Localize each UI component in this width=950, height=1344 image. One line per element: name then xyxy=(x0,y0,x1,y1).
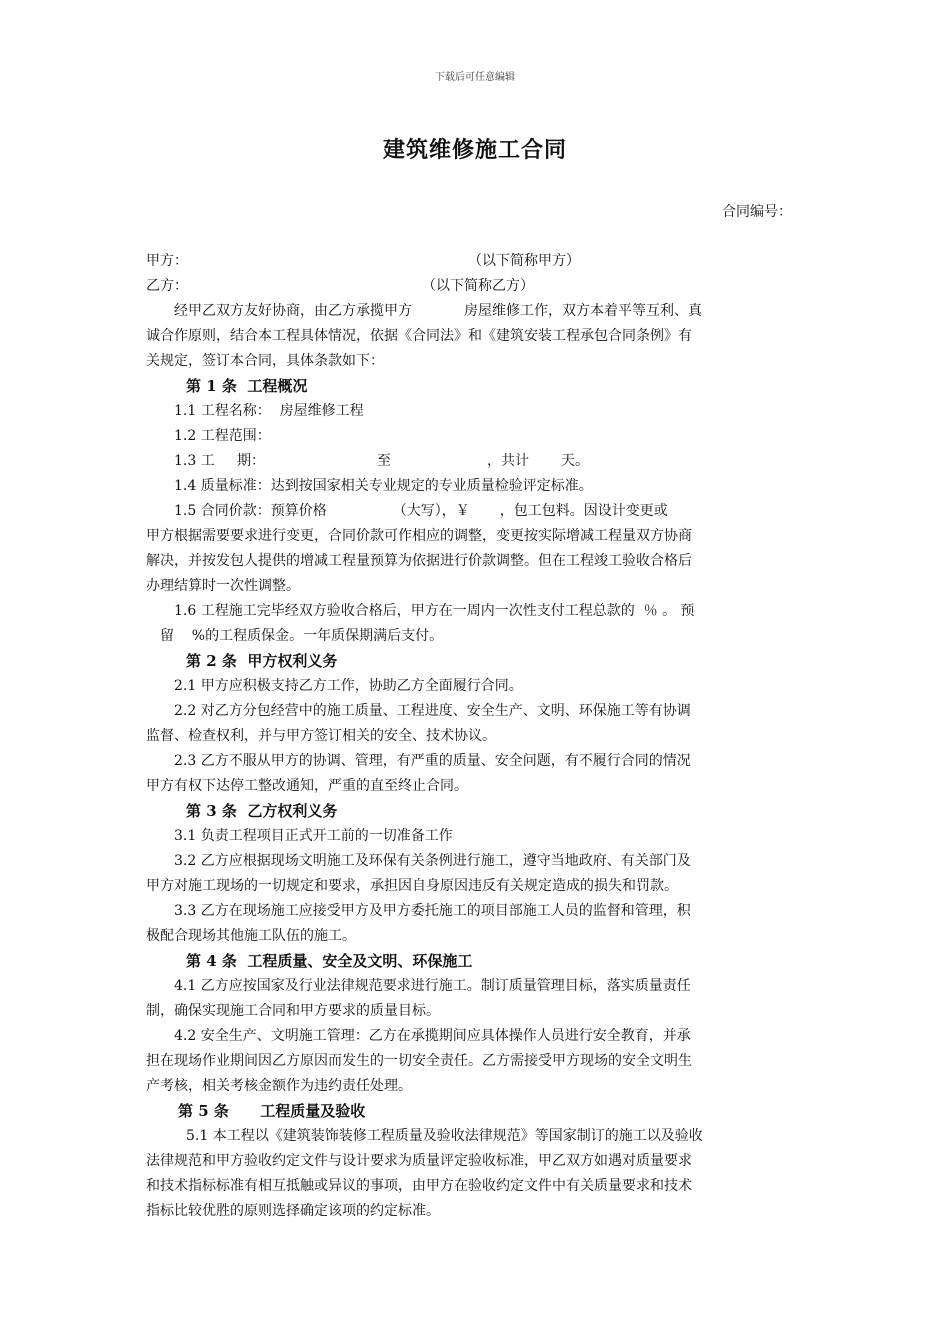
intro-line-2: 诚合作原则，结合本工程具体情况，依据《合同法》和《建筑安装工程承包合同条例》有 xyxy=(146,328,692,344)
item-1-6-line-1: 1.6 工程施工完毕经双方验收合格后，甲方在一周内一次性支付工程总款的 ％ 。 预 xyxy=(174,603,695,619)
item-1-5-line-2: 甲方根据需要要求进行变更，合同价款可作相应的调整，变更按实际增减工程量双方协商 xyxy=(146,528,692,544)
item-5-1-line-1: 5.1 本工程以《建筑装饰装修工程质量及验收法律规范》等国家制订的施工以及验收 xyxy=(186,1128,703,1144)
intro-line-1: 经甲乙双方友好协商，由乙方承揽甲方 房屋维修工作，双方本着平等互利、真 xyxy=(174,303,702,319)
item-2-3-line-1: 2.3 乙方不服从甲方的协调、管理，有严重的质量、安全问题，有不履行合同的情况 xyxy=(174,753,691,769)
item-3-2-line-1: 3.2 乙方应根据现场文明施工及环保有关条例进行施工，遵守当地政府、有关部门及 xyxy=(174,853,691,869)
item-4-2-line-3: 产考核，相关考核金额作为违约责任处理。 xyxy=(146,1078,412,1094)
item-3-3-line-1: 3.3 乙方在现场施工应接受甲方及甲方委托施工的项目部施工人员的监督和管理，积 xyxy=(174,903,691,919)
party-a-note: （以下简称甲方） xyxy=(468,253,580,269)
item-2-2-line-1: 2.2 对乙方分包经营中的施工质量、工程进度、安全生产、文明、环保施工等有协调 xyxy=(174,703,691,719)
item-1-1: 1.1 工程名称： 房屋维修工程 xyxy=(174,403,364,419)
item-1-6-line-2: 留 %的工程质保金。一年质保期满后支付。 xyxy=(160,628,444,644)
article-3-heading: 第 3 条 乙方权利义务 xyxy=(186,802,338,820)
item-2-1: 2.1 甲方应积极支持乙方工作，协助乙方全面履行合同。 xyxy=(174,678,523,694)
party-b-label: 乙方： xyxy=(146,278,188,294)
item-1-4: 1.4 质量标准：达到按国家相关专业规定的专业质量检验评定标准。 xyxy=(174,478,593,494)
item-1-2: 1.2 工程范围： xyxy=(174,428,271,444)
party-b-line xyxy=(146,274,810,299)
item-1-3: 1.3 工 期： 至 ，共计 天。 xyxy=(174,453,589,469)
page-title: 建筑维修施工合同 xyxy=(382,137,567,163)
article-5-heading: 第 5 条 工程质量及验收 xyxy=(178,1102,366,1120)
item-1-5-line-1: 1.5 合同价款：预算价格 （大写），￥ ，包工包料。因设计变更或 xyxy=(174,503,668,519)
contract-body xyxy=(146,249,810,1224)
item-2-3-line-2: 甲方有权下达停工整改通知，严重的直至终止合同。 xyxy=(146,778,468,794)
party-a-line xyxy=(146,249,810,274)
item-2-2-line-2: 监督、检查权利，并与甲方签订相关的安全、技术协议。 xyxy=(146,728,496,744)
item-4-1-line-1: 4.1 乙方应按国家及行业法律规范要求进行施工。制订质量管理目标，落实质量责任 xyxy=(174,978,691,994)
item-3-3-line-2: 极配合现场其他施工队伍的施工。 xyxy=(146,928,356,944)
article-4-heading: 第 4 条 工程质量、安全及文明、环保施工 xyxy=(186,952,473,970)
item-4-2-line-1: 4.2 安全生产、文明施工管理：乙方在承揽期间应具体操作人员进行安全教育，并承 xyxy=(174,1028,691,1044)
article-1-heading: 第 1 条 工程概况 xyxy=(186,377,308,395)
item-3-1: 3.1 负责工程项目正式开工前的一切准备工作 xyxy=(174,828,453,844)
item-3-2-line-2: 甲方对施工现场的一切规定和要求，承担因自身原因违反有关规定造成的损失和罚款。 xyxy=(146,878,678,894)
header-note: 下载后可任意编辑 xyxy=(435,72,515,83)
item-1-5-line-4: 办理结算时一次性调整。 xyxy=(146,578,300,594)
item-4-1-line-2: 制，确保实现施工合同和甲方要求的质量目标。 xyxy=(146,1003,440,1019)
article-2-heading: 第 2 条 甲方权利义务 xyxy=(186,652,338,670)
party-b-note: （以下简称乙方） xyxy=(422,278,534,294)
item-5-1-line-4: 指标比较优胜的原则选择确定该项的约定标准。 xyxy=(146,1203,440,1219)
party-a-label: 甲方： xyxy=(146,253,188,269)
intro-line-3: 关规定，签订本合同，具体条款如下： xyxy=(146,353,384,369)
item-5-1-line-2: 法律规范和甲方验收约定文件与设计要求为质量评定验收标准，甲乙双方如遇对质量要求 xyxy=(146,1153,692,1169)
item-4-2-line-2: 担在现场作业期间因乙方原因而发生的一切安全责任。乙方需接受甲方现场的安全文明生 xyxy=(146,1053,692,1069)
item-1-5-line-3: 解决，并按发包人提供的增减工程量预算为依据进行价款调整。但在工程竣工验收合格后 xyxy=(146,553,692,569)
item-5-1-line-3: 和技术指标标准有相互抵触或异议的事项，由甲方在验收约定文件中有关质量要求和技术 xyxy=(146,1178,692,1194)
contract-number-label: 合同编号： xyxy=(722,204,792,220)
